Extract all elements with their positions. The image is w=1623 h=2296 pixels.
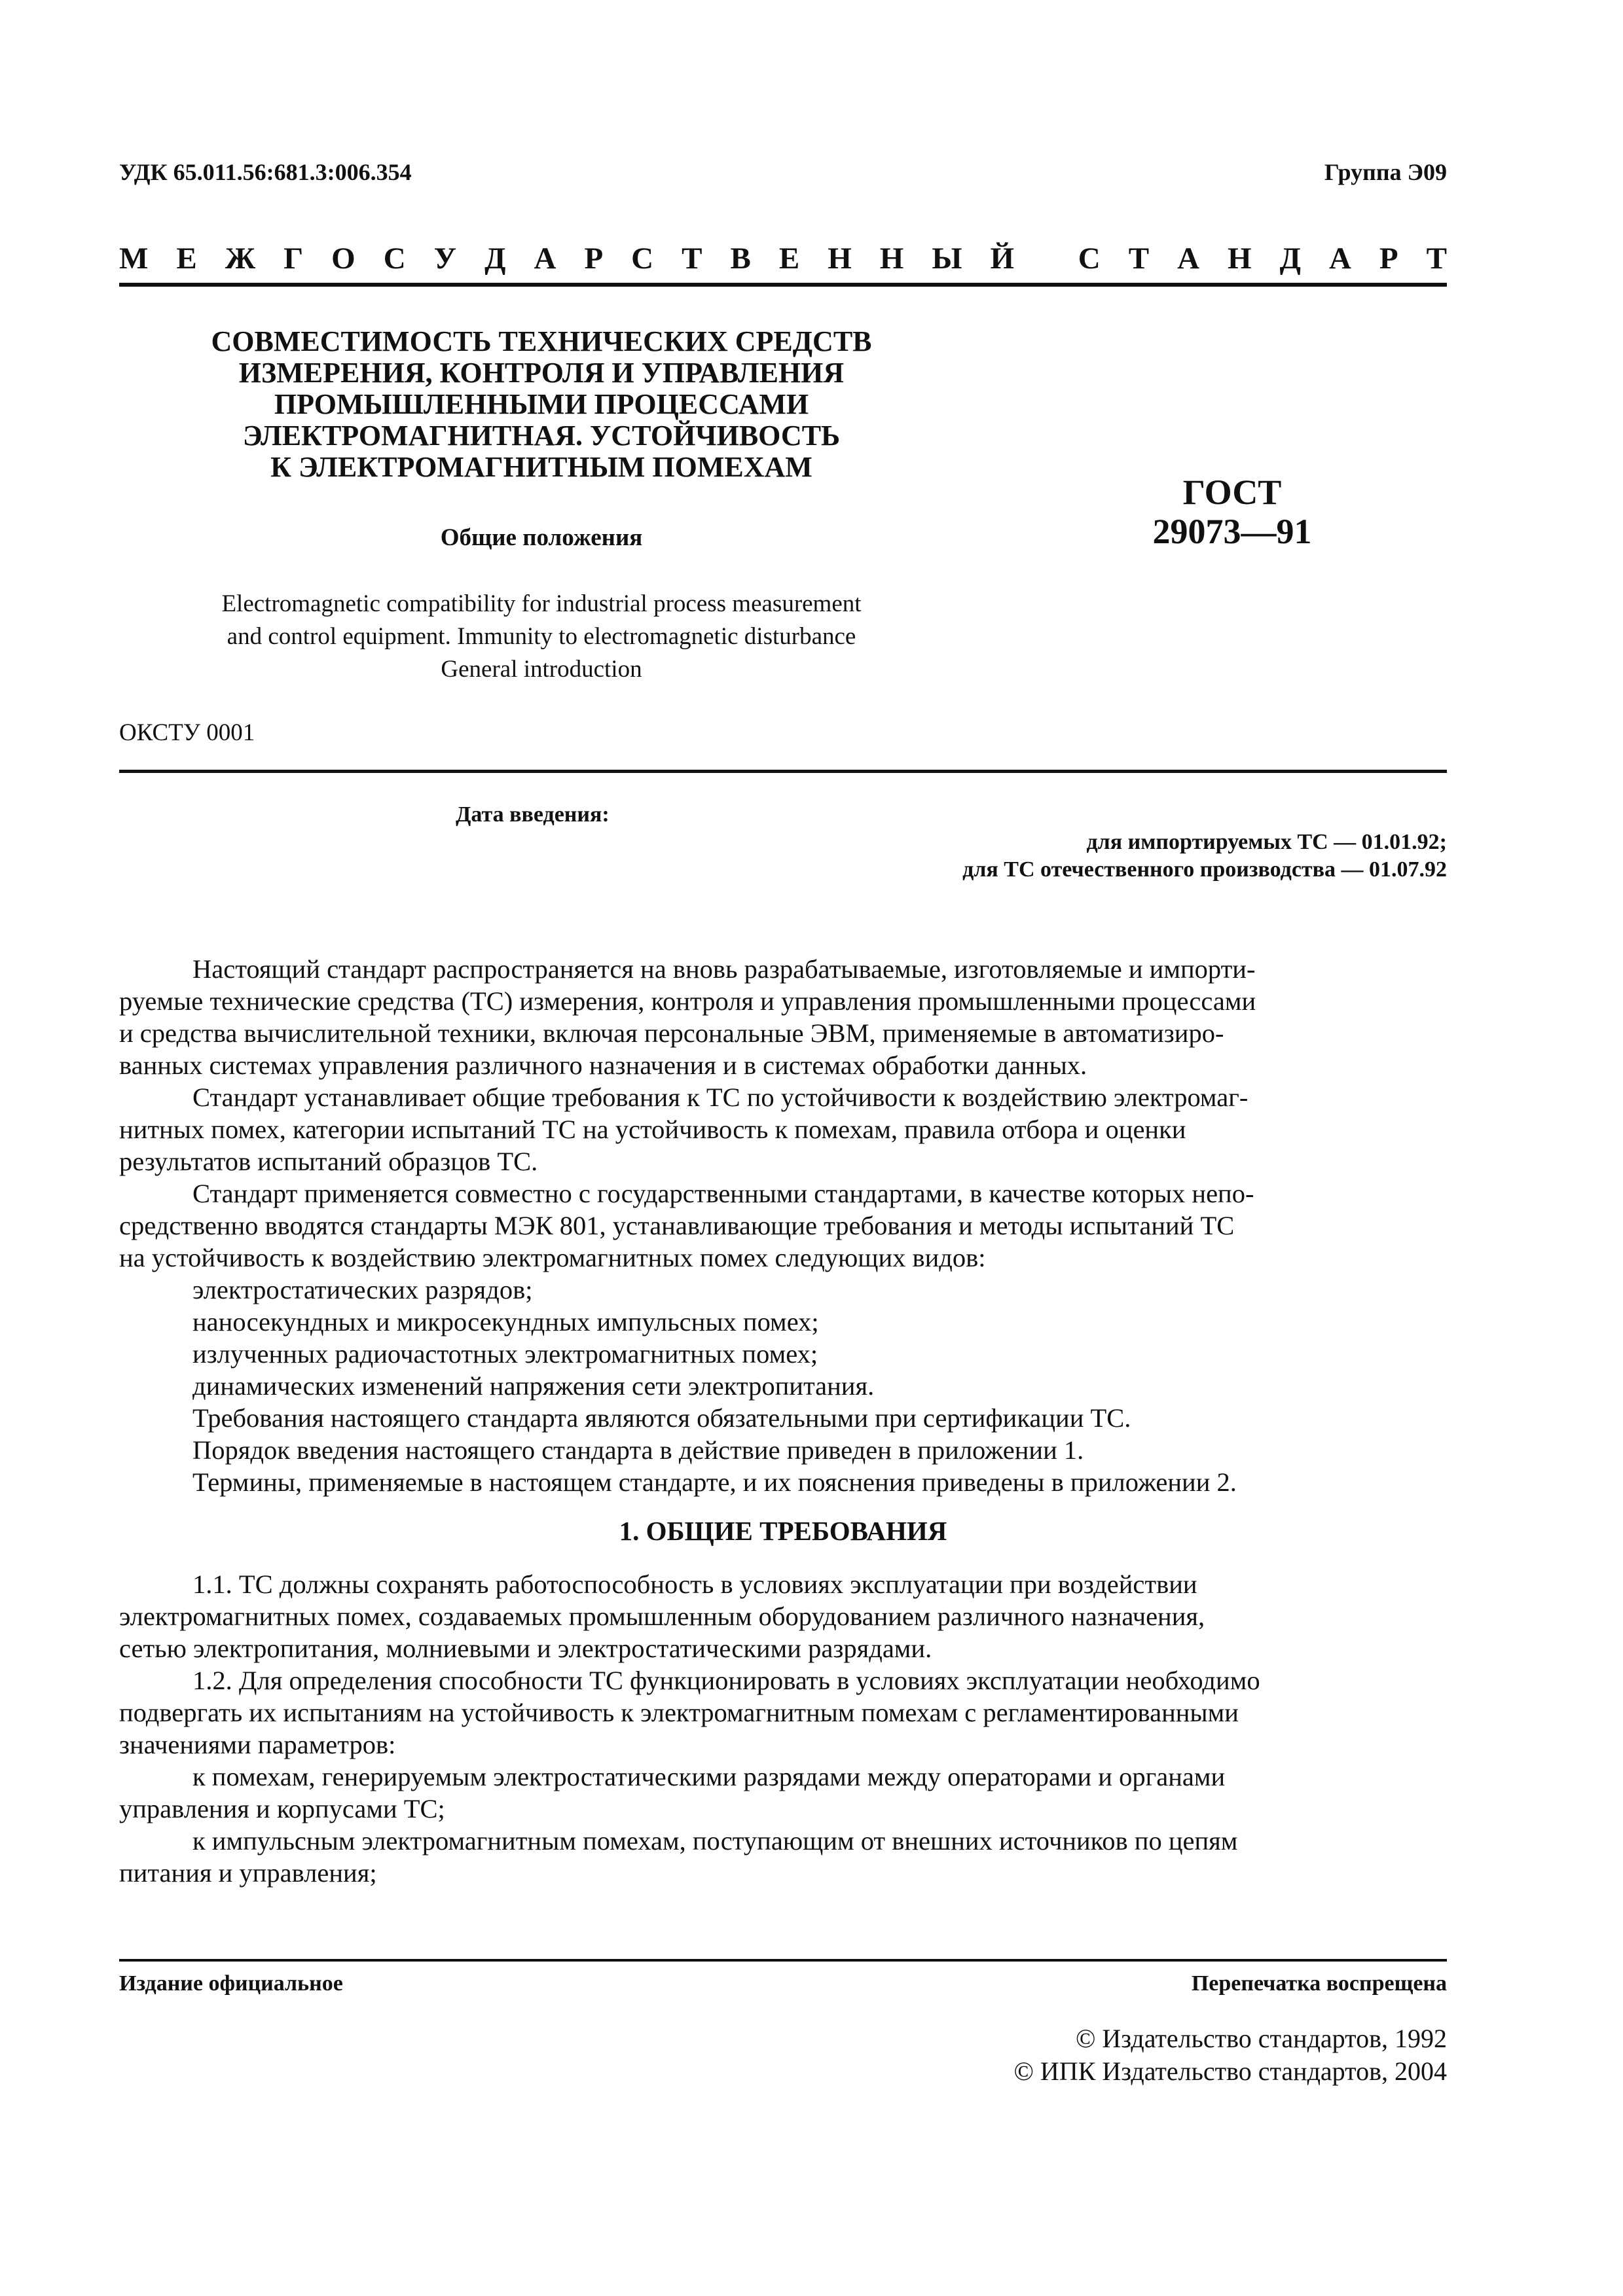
title-line: ИЗМЕРЕНИЯ, КОНТРОЛЯ И УПРАВЛЕНИЯ [238, 357, 845, 389]
list-item: динамических изменений напряжения сети электропитания. [192, 1371, 875, 1401]
bottom-rule [119, 1959, 1447, 1962]
banner-letter: Г [283, 242, 304, 276]
list-item: электростатических разрядов; [192, 1275, 533, 1304]
paragraph-line: средственно вводятся стандарты МЭК 801, устанавливающие требования и методы испытаний ТС [119, 1211, 1235, 1240]
paragraph-line: сетью электропитания, молниевыми и электростатическими разрядами. [119, 1634, 932, 1663]
title-line: К ЭЛЕКТРОМАГНИТНЫМ ПОМЕХАМ [270, 451, 812, 483]
paragraph-line: к импульсным электромагнитным помехам, поступающим от внешних источников по цепям [192, 1826, 1238, 1856]
copyright-block [1014, 2022, 1447, 2088]
oksty-code: ОКСТУ 0001 [119, 719, 255, 746]
paragraph-line: электромагнитных помех, создаваемых промышленным оборудованием различного назначения, [119, 1602, 1205, 1631]
banner-letter: А [534, 242, 556, 276]
paragraph-line: и средства вычислительной техники, включая персональные ЭВМ, применяемые в автоматизиро- [119, 1018, 1224, 1048]
banner-letter: Н [1228, 242, 1252, 276]
gost-designation [1101, 473, 1363, 551]
gost-number: 29073—91 [1152, 512, 1312, 551]
banner-letter: У [433, 242, 457, 276]
paragraph-line: к помехам, генерируемым электростатическими разрядами между операторами и органами [192, 1762, 1226, 1791]
paragraph-line: Стандарт применяется совместно с государственными стандартами, в качестве которых непо- [192, 1179, 1254, 1208]
document-subtitle: Общие положения [440, 524, 643, 551]
paragraph-line: Требования настоящего стандарта являются обязательными при сертификации ТС. [192, 1403, 1131, 1433]
banner-letter: Ы [932, 242, 962, 276]
copyright-line: © Издательство стандартов, 1992 [1075, 2024, 1447, 2053]
group-code: Группа Э09 [1324, 159, 1447, 185]
banner-letter: В [730, 242, 751, 276]
document-title [119, 326, 964, 483]
top-rule [119, 283, 1447, 287]
banner-letter: А [1177, 242, 1200, 276]
banner-letter: Н [879, 242, 904, 276]
english-title-line: and control equipment. Immunity to electromagnetic disturbance [227, 623, 856, 650]
banner-gap [1042, 241, 1050, 276]
paragraph-line: Термины, применяемые в настоящем стандарте, и их пояснения приведены в приложении 2. [192, 1467, 1237, 1497]
banner-letter: Т [1426, 242, 1447, 276]
english-title-line: General introduction [441, 656, 642, 683]
banner-letter: Т [1128, 242, 1150, 276]
banner-letter: Д [1279, 242, 1301, 276]
document-body [119, 953, 1447, 1889]
english-title [119, 588, 964, 686]
paragraph-line: 1.2. Для определения способности ТС функционировать в условиях эксплуатации необходимо [192, 1666, 1260, 1695]
banner-letter: С [1078, 242, 1101, 276]
banner-letter: С [383, 242, 406, 276]
banner-letter: А [1328, 242, 1351, 276]
gost-label: ГОСТ [1182, 473, 1282, 512]
effective-date-imported: для импортируемых ТС — 01.01.92; [1086, 830, 1447, 854]
paragraph-line: Стандарт устанавливает общие требования к ТС по устойчивости к воздействию электромаг- [192, 1083, 1249, 1112]
paragraph-line: руемые технические средства (ТС) измерения, контроля и управления промышленными процессами [119, 986, 1256, 1016]
interstate-standard-banner [119, 241, 1447, 276]
english-title-line: Electromagnetic compatibility for industrial process measurement [221, 590, 862, 617]
banner-letter: Е [778, 242, 800, 276]
banner-letter: Е [176, 242, 197, 276]
paragraph-line: результатов испытаний образцов ТС. [119, 1147, 538, 1176]
section-heading: 1. ОБЩИЕ ТРЕБОВАНИЯ [619, 1516, 947, 1546]
paragraph-line: значениями параметров: [119, 1730, 396, 1759]
paragraph-line: нитных помех, категории испытаний ТС на устойчивость к помехам, правила отбора и оценки [119, 1115, 1186, 1144]
official-edition-note: Издание официальное [119, 1971, 343, 1996]
list-item: излученных радиочастотных электромагнитных помех; [192, 1339, 818, 1369]
title-line: ЭЛЕКТРОМАГНИТНАЯ. УСТОЙЧИВОСТЬ [242, 420, 841, 452]
copyright-line: © ИПК Издательство стандартов, 2004 [1013, 2056, 1447, 2086]
document-page [119, 0, 1447, 2296]
banner-letter: Й [990, 242, 1015, 276]
banner-letter: С [631, 242, 654, 276]
banner-letter: О [331, 242, 356, 276]
list-item: наносекундных и микросекундных импульсных помех; [192, 1307, 819, 1336]
effective-date-label: Дата введения: [456, 802, 610, 827]
paragraph-line: на устойчивость к воздействию электромагнитных помех следующих видов: [119, 1243, 986, 1272]
title-line: ПРОМЫШЛЕННЫМИ ПРОЦЕССАМИ [274, 388, 809, 420]
title-line: СОВМЕСТИМОСТЬ ТЕХНИЧЕСКИХ СРЕДСТВ [211, 325, 872, 357]
banner-letter: Ж [225, 242, 256, 276]
banner-letter: Д [484, 242, 506, 276]
banner-letter: Т [682, 242, 702, 276]
banner-letter: Н [828, 242, 852, 276]
banner-letter: М [119, 242, 149, 276]
banner-letter: Р [584, 242, 604, 276]
reprint-prohibited-note: Перепечатка воспрещена [1191, 1971, 1447, 1996]
paragraph-line: Настоящий стандарт распространяется на вновь разрабатываемые, изготовляемые и импорти- [192, 954, 1256, 984]
paragraph-line: 1.1. ТС должны сохранять работоспособность в условиях эксплуатации при воздействии [192, 1570, 1197, 1599]
paragraph-line: управления и корпусами ТС; [119, 1794, 445, 1823]
effective-date-domestic: для ТС отечественного производства — 01.07.92 [962, 857, 1447, 882]
paragraph-line: питания и управления; [119, 1858, 377, 1888]
paragraph-line: Порядок введения настоящего стандарта в действие приведен в приложении 1. [192, 1435, 1084, 1465]
banner-letter: Р [1379, 242, 1398, 276]
paragraph-line: подвергать их испытаниям на устойчивость к электромагнитным помехам с регламентированными [119, 1698, 1239, 1727]
udk-code: УДК 65.011.56:681.3:006.354 [119, 159, 412, 185]
paragraph-line: ванных системах управления различного назначения и в системах обработки данных. [119, 1050, 1087, 1080]
middle-rule [119, 770, 1447, 773]
